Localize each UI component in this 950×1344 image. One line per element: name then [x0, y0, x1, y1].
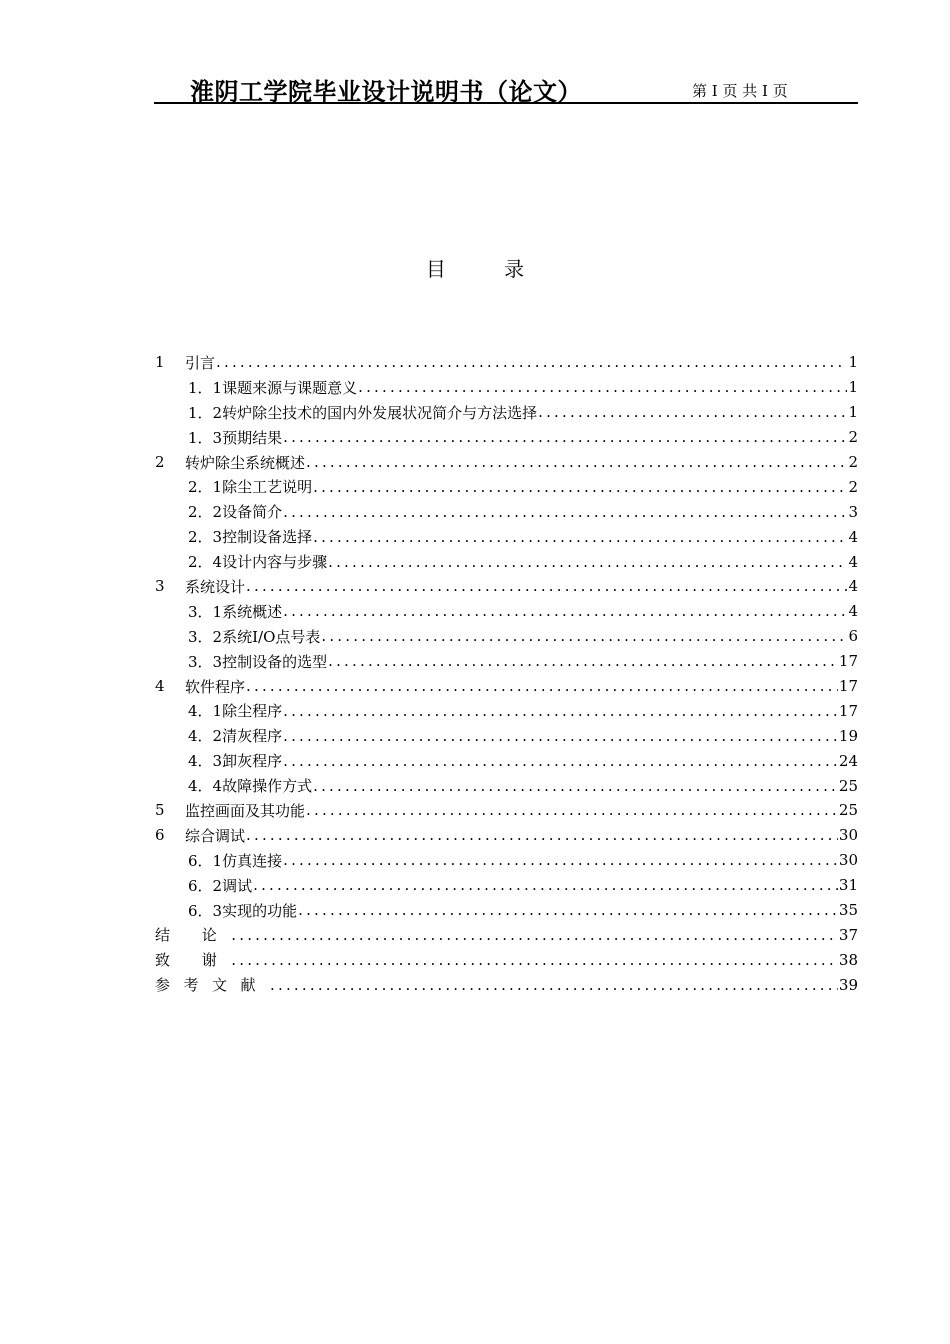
toc-entry-label: 仿真连接	[222, 851, 283, 870]
toc-entry-number: 3．2	[188, 627, 223, 646]
toc-entry[interactable]	[155, 972, 858, 997]
toc-entry-label: 结 论	[155, 926, 231, 945]
toc-leader-dots	[231, 951, 838, 969]
toc-entry-number: 3．3	[188, 652, 223, 671]
toc-entry-label: 设计内容与步骤	[222, 553, 328, 572]
toc-leader-dots	[246, 577, 847, 595]
toc-leader-dots	[313, 528, 847, 546]
toc-entry[interactable]	[155, 947, 858, 972]
toc-entry-label: 故障操作方式	[222, 777, 313, 796]
toc-entry[interactable]	[155, 848, 858, 873]
toc-entry-number: 3．1	[188, 602, 223, 621]
toc-leader-dots	[306, 801, 838, 819]
toc-entry-page: 4	[848, 577, 858, 596]
toc-entry-label: 转炉除尘系统概述	[185, 453, 306, 472]
toc-entry[interactable]	[155, 898, 858, 923]
toc-entry-label: 转炉除尘技术的国内外发展状况简介与方法选择	[222, 403, 538, 422]
toc-entry-label: 系统概述	[222, 602, 283, 621]
toc-entry-page: 4	[848, 527, 858, 546]
toc-leader-dots	[283, 503, 847, 521]
toc-entry-label: 引言	[185, 353, 216, 372]
toc-entry[interactable]	[155, 649, 858, 674]
toc-leader-dots	[231, 926, 838, 944]
toc-entry-page: 30	[838, 851, 858, 870]
toc-entry[interactable]	[155, 773, 858, 798]
toc-entry-number: 4．2	[188, 727, 223, 746]
toc-entry-number: 3	[155, 577, 165, 596]
toc-entry-page: 4	[848, 552, 858, 571]
toc-leader-dots	[246, 826, 838, 844]
toc-entry-label: 卸灰程序	[222, 752, 283, 771]
toc-entry[interactable]	[155, 873, 858, 898]
toc-entry-number: 6	[155, 826, 165, 845]
toc-leader-dots	[358, 378, 847, 396]
toc-leader-dots	[246, 677, 838, 695]
toc-entry[interactable]	[155, 499, 858, 524]
toc-entry-label: 调试	[222, 876, 253, 895]
toc-leader-dots	[313, 478, 847, 496]
toc-entry-number: 1．3	[188, 428, 223, 447]
toc-entry-page: 39	[838, 975, 858, 994]
toc-entry-page: 3	[848, 502, 858, 521]
toc-entry-label: 课题来源与课题意义	[222, 378, 358, 397]
toc-entry[interactable]	[155, 698, 858, 723]
toc-leader-dots	[321, 627, 847, 645]
toc-entry[interactable]	[155, 624, 858, 649]
toc-entry-page: 30	[838, 826, 858, 845]
document-title: 淮阴工学院毕业设计说明书（论文）	[190, 77, 582, 106]
toc-leader-dots	[283, 702, 838, 720]
toc-entry-number: 2．2	[188, 503, 223, 522]
toc-entry-page: 19	[838, 726, 858, 745]
toc-entry-label: 除尘程序	[222, 702, 283, 721]
toc-entry[interactable]	[155, 922, 858, 947]
toc-entry-label: 除尘工艺说明	[222, 478, 313, 497]
toc-leader-dots	[253, 876, 838, 894]
toc-entry[interactable]	[155, 450, 858, 475]
toc-entry-number: 2．1	[188, 478, 223, 497]
toc-leader-dots	[283, 727, 838, 745]
toc-entry-page: 17	[838, 677, 858, 696]
toc-entry-page: 2	[848, 428, 858, 447]
toc-entry-label: 清灰程序	[222, 727, 283, 746]
toc-entry[interactable]	[155, 574, 858, 599]
toc-entry[interactable]	[155, 425, 858, 450]
toc-entry-page: 17	[838, 652, 858, 671]
toc-entry-page: 1	[848, 353, 858, 372]
toc-entry-number: 4	[155, 677, 165, 696]
toc-leader-dots	[283, 851, 838, 869]
toc-entry-page: 6	[848, 627, 858, 646]
toc-leader-dots	[283, 428, 847, 446]
toc-entry-page: 2	[848, 477, 858, 496]
toc-leader-dots	[270, 976, 838, 994]
toc-entry-number: 1．1	[188, 378, 223, 397]
toc-entry-label: 控制设备的选型	[222, 652, 328, 671]
toc-leader-dots	[283, 602, 847, 620]
toc-entry-label: 设备简介	[222, 503, 283, 522]
toc-entry-page: 25	[838, 801, 858, 820]
toc-entry-number: 5	[155, 801, 165, 820]
toc-entry-label: 致 谢	[155, 951, 231, 970]
toc-entry[interactable]	[155, 674, 858, 699]
toc-entry[interactable]	[155, 748, 858, 773]
toc-heading: 目 录	[425, 257, 551, 281]
toc-entry[interactable]	[155, 400, 858, 425]
toc-entry-number: 6．3	[188, 901, 223, 920]
toc-entry-page: 24	[838, 751, 858, 770]
toc-entry-page: 4	[848, 602, 858, 621]
toc-leader-dots	[328, 553, 847, 571]
toc-leader-dots	[283, 752, 838, 770]
toc-entry[interactable]	[155, 723, 858, 748]
toc-entry-label: 监控画面及其功能	[185, 801, 306, 820]
toc-entry-label: 参考文献	[155, 976, 270, 995]
toc-entry-number: 2．4	[188, 553, 223, 572]
toc-entry-number: 4．1	[188, 702, 223, 721]
toc-entry-number: 4．4	[188, 777, 223, 796]
toc-entry-label: 控制设备选择	[222, 528, 313, 547]
toc-entry-number: 2	[155, 453, 165, 471]
toc-entry[interactable]	[155, 798, 858, 823]
toc-leader-dots	[538, 403, 847, 421]
toc-entry-label: 软件程序	[185, 677, 246, 696]
toc-entry-label: 系统设计	[185, 577, 246, 596]
toc-entry-number: 6．2	[188, 876, 223, 895]
toc-entry-number: 4．3	[188, 752, 223, 771]
toc-entry-number: 2．3	[188, 528, 223, 547]
toc-entry[interactable]	[155, 375, 858, 400]
toc-entry-page: 37	[838, 925, 858, 944]
toc-entry-label: 实现的功能	[222, 901, 298, 920]
toc-entry-label: 预期结果	[222, 428, 283, 447]
toc-leader-dots	[306, 453, 847, 471]
toc-entry[interactable]	[155, 350, 858, 375]
toc-entry-number: 6．1	[188, 851, 223, 870]
toc-entry-page: 1	[848, 403, 858, 422]
toc-entry-page: 31	[838, 876, 858, 895]
toc-entry-page: 1	[848, 378, 858, 397]
toc-leader-dots	[216, 353, 847, 371]
toc-entry[interactable]	[155, 599, 858, 624]
page-number-info: 第 I 页 共 I 页	[692, 82, 788, 100]
toc-entry-page: 2	[848, 453, 858, 471]
toc-entry-page: 35	[838, 901, 858, 920]
toc-entry-number: 1．2	[188, 403, 223, 422]
toc-entry-page: 38	[838, 950, 858, 969]
toc-entry-page: 25	[838, 776, 858, 795]
toc-entry-page: 17	[838, 701, 858, 720]
toc-entry[interactable]	[155, 823, 858, 848]
page-header	[154, 70, 858, 104]
toc-entry-number: 1	[155, 353, 165, 372]
toc-entry-label: 综合调试	[185, 826, 246, 845]
toc-entry[interactable]	[155, 474, 858, 499]
table-of-contents	[155, 350, 858, 997]
toc-leader-dots	[328, 652, 838, 670]
toc-entry-label: 系统I/O点号表	[222, 627, 321, 646]
toc-entry[interactable]	[155, 524, 858, 549]
toc-leader-dots	[313, 777, 838, 795]
toc-entry[interactable]	[155, 549, 858, 574]
toc-leader-dots	[298, 901, 838, 919]
